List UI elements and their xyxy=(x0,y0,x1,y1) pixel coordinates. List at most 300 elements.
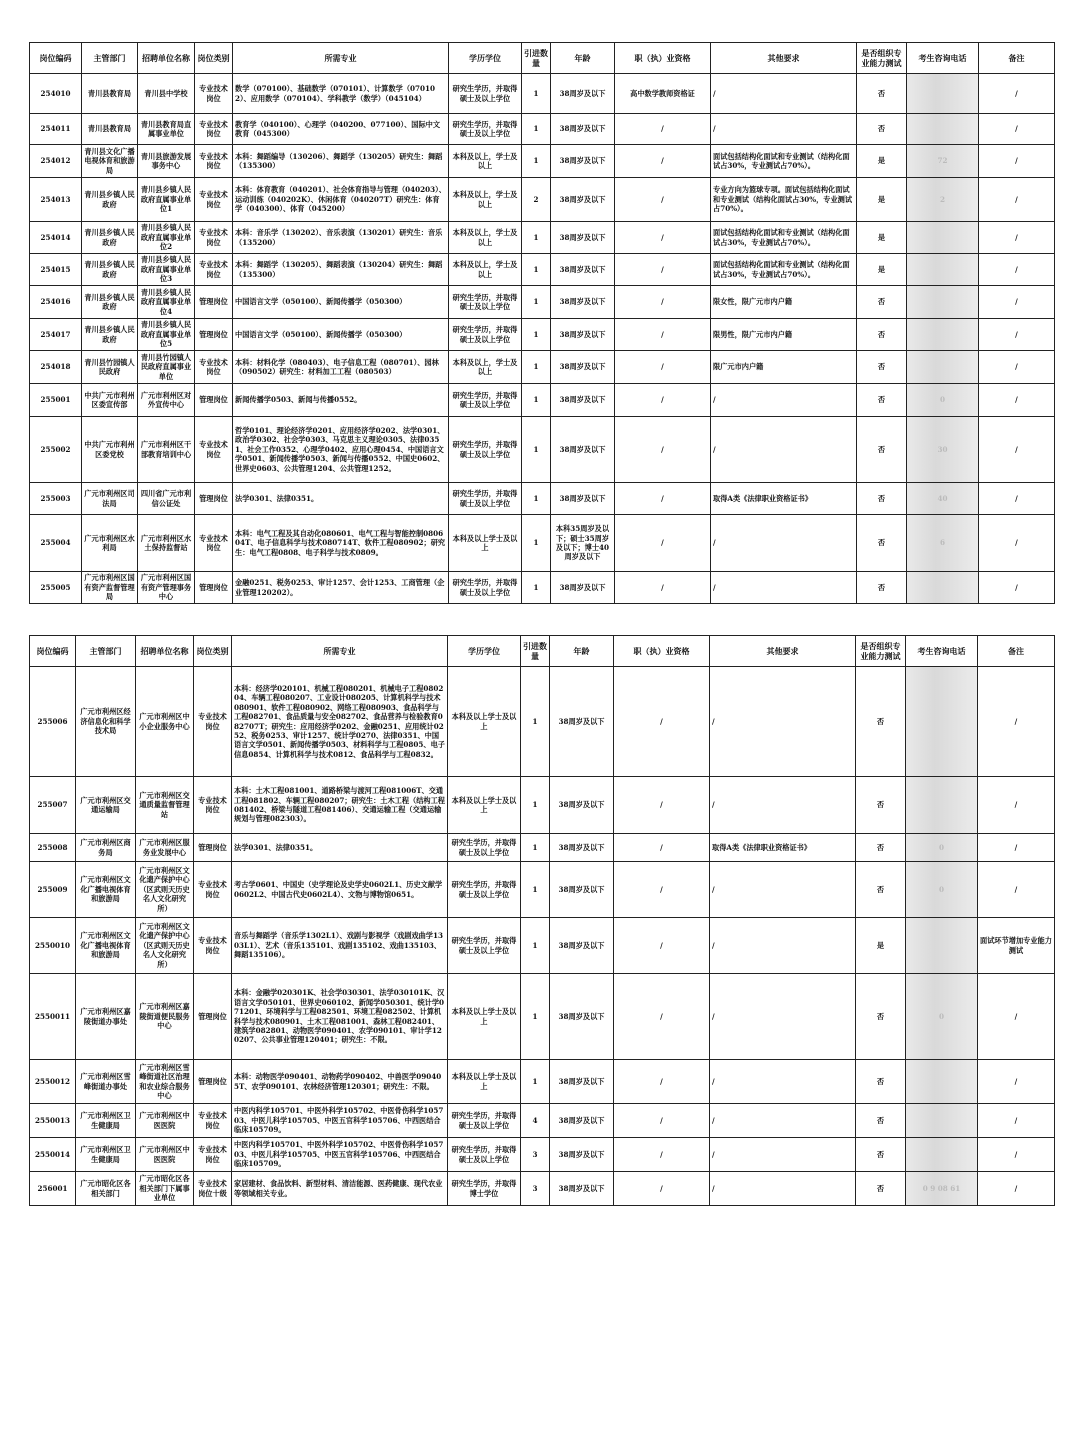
cell-other-requirements: 面试包括结构化面试和专业测试（结构化面试占30%，专业测试占70%）。 xyxy=(711,254,857,286)
cell-qualification: / xyxy=(615,351,711,384)
cell-phone: 72 xyxy=(907,145,979,178)
cell-age: 38周岁及以下 xyxy=(551,286,615,319)
table-row xyxy=(30,483,1055,515)
cell-quantity: 1 xyxy=(522,286,551,319)
cell-department: 广元市利州区水利局 xyxy=(82,515,138,572)
cell-education: 本科及以上学士及以上 xyxy=(448,667,521,777)
header-majors: 所需专业 xyxy=(233,43,449,74)
cell-qualification: / xyxy=(614,974,710,1060)
cell-remarks: / xyxy=(979,572,1055,604)
recruitment-table-2 xyxy=(29,635,1054,1206)
cell-quantity: 1 xyxy=(522,515,551,572)
cell-other-requirements: / xyxy=(711,515,857,572)
header-remarks: 备注 xyxy=(978,636,1055,667)
header-department: 主管部门 xyxy=(76,636,136,667)
cell-qualification: / xyxy=(615,417,711,483)
cell-department: 广元市利州区雪峰街道办事处 xyxy=(76,1060,136,1104)
cell-quantity: 1 xyxy=(521,667,550,777)
cell-category: 管理岗位 xyxy=(194,974,232,1060)
cell-quantity: 1 xyxy=(521,918,550,974)
cell-employer: 青川县乡镇人民政府直属事业单位3 xyxy=(138,254,195,286)
table-row xyxy=(30,1138,1055,1172)
cell-category: 专业技术岗位 xyxy=(194,1138,232,1172)
table-row xyxy=(30,74,1055,114)
cell-quantity: 1 xyxy=(521,834,550,862)
header-skill-test: 是否组织专业能力测试 xyxy=(856,636,906,667)
cell-age: 38周岁及以下 xyxy=(551,178,615,222)
cell-quantity: 3 xyxy=(521,1172,550,1206)
cell-remarks: 面试环节增加专业能力测试 xyxy=(978,918,1055,974)
cell-age: 38周岁及以下 xyxy=(550,667,614,777)
cell-education: 本科及以上，学士及以上 xyxy=(449,178,522,222)
header-qualification: 职（执）业资格 xyxy=(614,636,710,667)
cell-age: 本科35周岁及以下；硕士35周岁及以下；博士40周岁及以下 xyxy=(551,515,615,572)
header-qualification: 职（执）业资格 xyxy=(615,43,711,74)
cell-qualification: / xyxy=(615,178,711,222)
cell-skill-test: 是 xyxy=(857,145,907,178)
cell-phone xyxy=(906,918,978,974)
cell-remarks: / xyxy=(979,254,1055,286)
cell-qualification: / xyxy=(615,319,711,351)
table-row xyxy=(30,222,1055,254)
cell-other-requirements: 专业方向为篮球专项。面试包括结构化面试和专业测试（结构化面试占30%，专业测试占70%）。 xyxy=(711,178,857,222)
cell-majors: 本科：材料化学（080403）、电子信息工程（080701）、园林（090502）研究生：材料加工工程（080503） xyxy=(233,351,449,384)
cell-age: 38周岁及以下 xyxy=(551,572,615,604)
cell-employer: 广元市利州区水土保持监督站 xyxy=(138,515,195,572)
header-phone: 考生咨询电话 xyxy=(907,43,979,74)
cell-position-code: 254017 xyxy=(30,319,82,351)
cell-age: 38周岁及以下 xyxy=(550,1104,614,1138)
cell-age: 38周岁及以下 xyxy=(550,862,614,918)
cell-phone: 40 xyxy=(907,483,979,515)
cell-remarks: / xyxy=(978,834,1055,862)
cell-department: 青川县乡镇人民政府 xyxy=(82,319,138,351)
cell-age: 38周岁及以下 xyxy=(550,834,614,862)
cell-quantity: 1 xyxy=(522,74,551,114)
cell-skill-test: 否 xyxy=(856,1138,906,1172)
cell-other-requirements: / xyxy=(710,777,856,834)
cell-education: 研究生学历，并取得硕士及以上学位 xyxy=(449,74,522,114)
cell-remarks: / xyxy=(979,178,1055,222)
cell-position-code: 255003 xyxy=(30,483,82,515)
cell-education: 研究生学历，并取得博士学位 xyxy=(448,1172,521,1206)
header-quantity: 引进数量 xyxy=(522,43,551,74)
cell-phone xyxy=(907,351,979,384)
cell-qualification: / xyxy=(615,145,711,178)
cell-age: 38周岁及以下 xyxy=(550,918,614,974)
cell-employer: 青川县竹园镇人民政府直属事业单位 xyxy=(138,351,195,384)
cell-majors: 新闻传播学0503、新闻与传播0552。 xyxy=(233,384,449,417)
cell-skill-test: 是 xyxy=(857,254,907,286)
header-category: 岗位类别 xyxy=(195,43,233,74)
cell-education: 本科及以上，学士及以上 xyxy=(449,222,522,254)
cell-category: 专业技术岗位 xyxy=(194,667,232,777)
cell-employer: 广元市利州区中医医院 xyxy=(136,1138,194,1172)
cell-category: 管理岗位 xyxy=(195,286,233,319)
cell-quantity: 1 xyxy=(522,417,551,483)
cell-skill-test: 否 xyxy=(856,1104,906,1138)
cell-category: 专业技术岗位 xyxy=(195,222,233,254)
cell-category: 管理岗位 xyxy=(195,572,233,604)
cell-majors: 本科：音乐学（130202）、音乐表演（130201）研究生：音乐（135200） xyxy=(233,222,449,254)
cell-quantity: 1 xyxy=(521,1060,550,1104)
cell-quantity: 1 xyxy=(522,351,551,384)
cell-phone: 2 xyxy=(907,178,979,222)
cell-position-code: 254016 xyxy=(30,286,82,319)
cell-education: 本科及以上，学士及以上 xyxy=(449,351,522,384)
cell-phone xyxy=(907,74,979,114)
cell-phone: 6 xyxy=(907,515,979,572)
cell-department: 广元市利州区国有资产监督管理局 xyxy=(82,572,138,604)
cell-employer: 青川县旅游发展事务中心 xyxy=(138,145,195,178)
header-quantity: 引进数量 xyxy=(521,636,550,667)
cell-category: 专业技术岗位 xyxy=(195,178,233,222)
cell-other-requirements: / xyxy=(710,1172,856,1206)
cell-majors: 音乐与舞蹈学（音乐学1302L1）、戏剧与影视学（戏剧戏曲学1303L1）、艺术（音乐135101、戏剧135102、戏曲135103、舞蹈135106）。 xyxy=(232,918,448,974)
cell-other-requirements: / xyxy=(711,74,857,114)
header-majors: 所需专业 xyxy=(232,636,448,667)
cell-age: 38周岁及以下 xyxy=(550,1172,614,1206)
cell-quantity: 2 xyxy=(522,178,551,222)
cell-skill-test: 否 xyxy=(856,1060,906,1104)
cell-position-code: 256001 xyxy=(30,1172,76,1206)
cell-employer: 青川县乡镇人民政府直属事业单位1 xyxy=(138,178,195,222)
cell-remarks: / xyxy=(978,667,1055,777)
cell-majors: 本科：动物医学090401、动物药学090402、中兽医学090405T、农学090101、农林经济管理120301；研究生：不限。 xyxy=(232,1060,448,1104)
header-employer: 招聘单位名称 xyxy=(136,636,194,667)
cell-department: 中共广元市利州区委宣传部 xyxy=(82,384,138,417)
cell-other-requirements: 面试包括结构化面试和专业测试（结构化面试占30%，专业测试占70%）。 xyxy=(711,222,857,254)
cell-category: 管理岗位 xyxy=(194,834,232,862)
cell-skill-test: 是 xyxy=(856,918,906,974)
cell-quantity: 3 xyxy=(521,1138,550,1172)
cell-age: 38周岁及以下 xyxy=(551,483,615,515)
cell-employer: 广元市利州区服务业发展中心 xyxy=(136,834,194,862)
header-category: 岗位类别 xyxy=(194,636,232,667)
cell-position-code: 2550013 xyxy=(30,1104,76,1138)
cell-quantity: 1 xyxy=(522,114,551,145)
cell-department: 中共广元市利州区委党校 xyxy=(82,417,138,483)
cell-position-code: 255008 xyxy=(30,834,76,862)
cell-qualification: / xyxy=(614,862,710,918)
cell-phone xyxy=(907,254,979,286)
cell-education: 研究生学历，并取得硕士及以上学位 xyxy=(449,286,522,319)
cell-remarks: / xyxy=(978,1104,1055,1138)
cell-other-requirements: / xyxy=(710,974,856,1060)
cell-department: 青川县乡镇人民政府 xyxy=(82,178,138,222)
cell-remarks: / xyxy=(979,417,1055,483)
cell-employer: 广元市利州区文化遗产保护中心（区武则天历史名人文化研究所） xyxy=(136,862,194,918)
cell-category: 专业技术岗位 xyxy=(194,862,232,918)
cell-qualification: / xyxy=(614,1104,710,1138)
cell-position-code: 254013 xyxy=(30,178,82,222)
cell-department: 广元市昭化区各相关部门 xyxy=(76,1172,136,1206)
cell-qualification: / xyxy=(614,1172,710,1206)
header-remarks: 备注 xyxy=(979,43,1055,74)
cell-education: 研究生学历，并取得硕士及以上学位 xyxy=(449,319,522,351)
cell-education: 研究生学历，并取得硕士及以上学位 xyxy=(449,572,522,604)
table-row xyxy=(30,1060,1055,1104)
cell-quantity: 1 xyxy=(522,145,551,178)
cell-department: 广元市利州区文化广播电视体育和旅游局 xyxy=(76,862,136,918)
cell-employer: 青川县教育局直属事业单位 xyxy=(138,114,195,145)
table-row xyxy=(30,1104,1055,1138)
cell-phone xyxy=(906,667,978,777)
cell-other-requirements: / xyxy=(710,667,856,777)
cell-skill-test: 是 xyxy=(857,222,907,254)
table-row xyxy=(30,834,1055,862)
cell-department: 广元市利州区商务局 xyxy=(76,834,136,862)
cell-position-code: 255009 xyxy=(30,862,76,918)
cell-age: 38周岁及以下 xyxy=(551,384,615,417)
header-position-code: 岗位编码 xyxy=(30,636,76,667)
cell-category: 专业技术岗位 xyxy=(195,114,233,145)
header-education: 学历学位 xyxy=(448,636,521,667)
cell-other-requirements: / xyxy=(711,572,857,604)
cell-age: 38周岁及以下 xyxy=(550,777,614,834)
table-row xyxy=(30,254,1055,286)
table-row xyxy=(30,114,1055,145)
cell-position-code: 255007 xyxy=(30,777,76,834)
cell-remarks: / xyxy=(978,974,1055,1060)
cell-quantity: 1 xyxy=(522,319,551,351)
cell-phone: 30 xyxy=(907,417,979,483)
cell-category: 管理岗位 xyxy=(194,1060,232,1104)
cell-education: 本科及以上学士及以上 xyxy=(449,515,522,572)
cell-department: 广元市利州区文化广播电视体育和旅游局 xyxy=(76,918,136,974)
cell-education: 研究生学历，并取得硕士及以上学位 xyxy=(448,918,521,974)
cell-position-code: 255006 xyxy=(30,667,76,777)
cell-education: 研究生学历，并取得硕士及以上学位 xyxy=(448,1104,521,1138)
cell-majors: 哲学0101、理论经济学0201、应用经济学0202、法学0301、政治学0302、社会学0303、马克思主义理论0305、法律0351、社会工作0352、心理学0402、应用心理0454、中国语言文学0501、新闻传播学0503、新闻与传播0552、中国史0602、世界史0603、公共管理1204、公共管理1252。 xyxy=(233,417,449,483)
table-row xyxy=(30,351,1055,384)
cell-education: 研究生学历，并取得硕士及以上学位 xyxy=(449,114,522,145)
cell-remarks: / xyxy=(979,222,1055,254)
table-row xyxy=(30,777,1055,834)
cell-phone xyxy=(907,222,979,254)
cell-category: 专业技术岗位 xyxy=(194,1104,232,1138)
cell-age: 38周岁及以下 xyxy=(551,417,615,483)
cell-skill-test: 否 xyxy=(857,417,907,483)
cell-phone: 0 xyxy=(907,384,979,417)
cell-position-code: 255005 xyxy=(30,572,82,604)
cell-age: 38周岁及以下 xyxy=(551,114,615,145)
header-skill-test: 是否组织专业能力测试 xyxy=(857,43,907,74)
cell-employer: 广元市利州区国有资产管理事务中心 xyxy=(138,572,195,604)
cell-other-requirements: 取得A类《法律职业资格证书》 xyxy=(711,483,857,515)
cell-qualification: / xyxy=(614,777,710,834)
cell-department: 广元市利州区交通运输局 xyxy=(76,777,136,834)
cell-department: 广元市利州区卫生健康局 xyxy=(76,1104,136,1138)
cell-phone xyxy=(906,1104,978,1138)
cell-skill-test: 否 xyxy=(857,286,907,319)
cell-other-requirements: 限女性，限广元市内户籍 xyxy=(711,286,857,319)
cell-position-code: 255002 xyxy=(30,417,82,483)
cell-skill-test: 否 xyxy=(856,777,906,834)
header-phone: 考生咨询电话 xyxy=(906,636,978,667)
cell-quantity: 1 xyxy=(521,862,550,918)
cell-department: 广元市利州区司法局 xyxy=(82,483,138,515)
cell-position-code: 2550010 xyxy=(30,918,76,974)
cell-majors: 本科：金融学020301K、社会学030301、法学030101K、汉语言文学050101、世界史060102、新闻学050301、统计学071201、环境科学与工程082501、环境工程082502、计算机科学与技术080901、土木工程081001、森林工程082401、建筑学082801、动物医学090401、农学090101、审计学120207、公共事业管理120401；研究生：不限。 xyxy=(232,974,448,1060)
table-row xyxy=(30,384,1055,417)
cell-phone xyxy=(906,1060,978,1104)
cell-employer: 广元市昭化区各相关部门下属事业单位 xyxy=(136,1172,194,1206)
cell-qualification: / xyxy=(614,667,710,777)
cell-remarks: / xyxy=(979,74,1055,114)
table-header-row xyxy=(30,43,1055,74)
cell-education: 研究生学历，并取得硕士及以上学位 xyxy=(449,417,522,483)
cell-majors: 金融0251、税务0253、审计1257、会计1253、工商管理（企业管理120202）。 xyxy=(233,572,449,604)
cell-remarks: / xyxy=(979,319,1055,351)
header-employer: 招聘单位名称 xyxy=(138,43,195,74)
header-other-requirements: 其他要求 xyxy=(711,43,857,74)
table-row xyxy=(30,572,1055,604)
cell-other-requirements: / xyxy=(710,1138,856,1172)
header-education: 学历学位 xyxy=(449,43,522,74)
cell-position-code: 254018 xyxy=(30,351,82,384)
table-row xyxy=(30,319,1055,351)
cell-skill-test: 否 xyxy=(857,319,907,351)
cell-skill-test: 否 xyxy=(857,515,907,572)
cell-other-requirements: / xyxy=(711,114,857,145)
cell-age: 38周岁及以下 xyxy=(551,222,615,254)
cell-other-requirements: / xyxy=(710,862,856,918)
cell-majors: 本科：土木工程081001、道路桥梁与渡河工程081006T、交通工程081802、车辆工程080207；研究生：土木工程（结构工程081402、桥梁与隧道工程081406）、交通运输工程（交通运输规划与管理082303）。 xyxy=(232,777,448,834)
cell-employer: 广元市利州区交通质量监督管理站 xyxy=(136,777,194,834)
cell-employer: 青川县乡镇人民政府直属事业单位2 xyxy=(138,222,195,254)
cell-quantity: 1 xyxy=(522,483,551,515)
table-row xyxy=(30,178,1055,222)
cell-employer: 青川县乡镇人民政府直属事业单位4 xyxy=(138,286,195,319)
cell-department: 青川县乡镇人民政府 xyxy=(82,222,138,254)
cell-phone: 0 xyxy=(906,974,978,1060)
cell-majors: 家居建材、食品饮料、新型材料、清洁能源、医药健康、现代农业等领域相关专业。 xyxy=(232,1172,448,1206)
cell-category: 专业技术岗位 xyxy=(195,515,233,572)
cell-employer: 广元市利州区雪峰街道社区治理和农业综合服务中心 xyxy=(136,1060,194,1104)
cell-qualification: / xyxy=(615,572,711,604)
cell-majors: 数学（070100）、基础数学（070101）、计算数学（070102）、应用数学（070104）、学科教学（数学）（045104） xyxy=(233,74,449,114)
cell-phone xyxy=(906,777,978,834)
cell-majors: 中医内科学105701、中医外科学105702、中医骨伤科学105703、中医儿科学105705、中医五官科学105706、中西医结合临床105709。 xyxy=(232,1138,448,1172)
cell-majors: 考古学0601、中国史（史学理论及史学史0602L1、历史文献学0602L2、中国古代史0602L4）、文物与博物馆0651。 xyxy=(232,862,448,918)
cell-education: 研究生学历，并取得硕士及以上学位 xyxy=(449,483,522,515)
cell-quantity: 1 xyxy=(522,222,551,254)
cell-phone xyxy=(907,114,979,145)
cell-education: 本科及以上，学士及以上 xyxy=(449,254,522,286)
cell-age: 38周岁及以下 xyxy=(551,145,615,178)
cell-majors: 教育学（040100）、心理学（040200、077100）、国际中文教育（045300） xyxy=(233,114,449,145)
cell-category: 专业技术岗位 xyxy=(194,777,232,834)
cell-remarks: / xyxy=(979,384,1055,417)
cell-employer: 四川省广元市利信公证处 xyxy=(138,483,195,515)
table-row xyxy=(30,918,1055,974)
cell-category: 专业技术岗位 xyxy=(195,351,233,384)
cell-other-requirements: / xyxy=(711,417,857,483)
cell-skill-test: 否 xyxy=(857,384,907,417)
cell-skill-test: 否 xyxy=(857,114,907,145)
cell-education: 研究生学历，并取得硕士及以上学位 xyxy=(448,862,521,918)
cell-qualification: / xyxy=(615,222,711,254)
cell-majors: 法学0301、法律0351。 xyxy=(232,834,448,862)
cell-category: 专业技术岗位十级 xyxy=(194,1172,232,1206)
cell-skill-test: 是 xyxy=(857,178,907,222)
cell-majors: 中医内科学105701、中医外科学105702、中医骨伤科学105703、中医儿科学105705、中医五官科学105706、中西医结合临床105709。 xyxy=(232,1104,448,1138)
cell-category: 专业技术岗位 xyxy=(195,417,233,483)
cell-majors: 本科：舞蹈学（130205）、舞蹈表演（130204）研究生：舞蹈（135300） xyxy=(233,254,449,286)
cell-qualification: / xyxy=(614,918,710,974)
cell-education: 本科及以上学士及以上 xyxy=(448,1060,521,1104)
cell-category: 专业技术岗位 xyxy=(195,145,233,178)
cell-skill-test: 否 xyxy=(857,483,907,515)
table-row xyxy=(30,515,1055,572)
cell-position-code: 2550012 xyxy=(30,1060,76,1104)
cell-phone: 0 9 08 61 xyxy=(906,1172,978,1206)
cell-other-requirements: 限广元市内户籍 xyxy=(711,351,857,384)
cell-other-requirements: / xyxy=(711,384,857,417)
cell-department: 青川县竹园镇人民政府 xyxy=(82,351,138,384)
cell-position-code: 254015 xyxy=(30,254,82,286)
cell-employer: 青川县中学校 xyxy=(138,74,195,114)
cell-position-code: 2550011 xyxy=(30,974,76,1060)
cell-qualification: / xyxy=(614,1138,710,1172)
cell-remarks: / xyxy=(979,515,1055,572)
cell-skill-test: 否 xyxy=(856,862,906,918)
cell-phone xyxy=(907,286,979,319)
cell-qualification: / xyxy=(614,1060,710,1104)
cell-department: 青川县文化广播电视体育和旅游局 xyxy=(82,145,138,178)
cell-position-code: 255004 xyxy=(30,515,82,572)
cell-qualification: / xyxy=(614,834,710,862)
cell-department: 青川县教育局 xyxy=(82,74,138,114)
cell-remarks: / xyxy=(978,1060,1055,1104)
table-row xyxy=(30,286,1055,319)
cell-other-requirements: / xyxy=(710,1104,856,1138)
cell-remarks: / xyxy=(979,145,1055,178)
cell-phone xyxy=(907,572,979,604)
cell-employer: 广元市利州区文化遗产保护中心（区武则天历史名人文化研究所） xyxy=(136,918,194,974)
cell-skill-test: 否 xyxy=(856,667,906,777)
cell-education: 本科及以上学士及以上 xyxy=(448,974,521,1060)
cell-category: 管理岗位 xyxy=(195,483,233,515)
cell-department: 青川县乡镇人民政府 xyxy=(82,254,138,286)
cell-department: 广元市利州区嘉陵街道办事处 xyxy=(76,974,136,1060)
cell-department: 广元市利州区卫生健康局 xyxy=(76,1138,136,1172)
cell-age: 38周岁及以下 xyxy=(551,351,615,384)
cell-category: 专业技术岗位 xyxy=(195,74,233,114)
cell-majors: 本科：经济学020101、机械工程080201、机械电子工程080204、车辆工程080207、工业设计080205、计算机科学与技术080901、软件工程080902、网络工程080903、食品科学与工程082701、食品质量与安全082702、食品营养与检验教育082707T；研究生：应用经济学0202、金融0251、应用统计0252、税务0253、审计1257、统计学0270、法律0351、中国语言文学0501、新闻传播学0503、材料科学与工程0805、电子信息0854、计算机科学与技术0812、食品科学与工程0832。 xyxy=(232,667,448,777)
table-row xyxy=(30,974,1055,1060)
table-row xyxy=(30,862,1055,918)
cell-majors: 法学0301、法律0351。 xyxy=(233,483,449,515)
cell-department: 青川县乡镇人民政府 xyxy=(82,286,138,319)
cell-quantity: 1 xyxy=(521,974,550,1060)
cell-skill-test: 否 xyxy=(856,1172,906,1206)
cell-remarks: / xyxy=(979,286,1055,319)
cell-age: 38周岁及以下 xyxy=(551,74,615,114)
cell-skill-test: 否 xyxy=(856,834,906,862)
table-row xyxy=(30,1172,1055,1206)
cell-age: 38周岁及以下 xyxy=(550,1060,614,1104)
cell-education: 本科及以上，学士及以上 xyxy=(449,145,522,178)
cell-remarks: / xyxy=(978,1172,1055,1206)
cell-age: 38周岁及以下 xyxy=(551,319,615,351)
cell-phone: 0 xyxy=(906,834,978,862)
cell-quantity: 1 xyxy=(522,572,551,604)
cell-employer: 青川县乡镇人民政府直属事业单位5 xyxy=(138,319,195,351)
cell-department: 广元市利州区经济信息化和科学技术局 xyxy=(76,667,136,777)
table-row xyxy=(30,667,1055,777)
